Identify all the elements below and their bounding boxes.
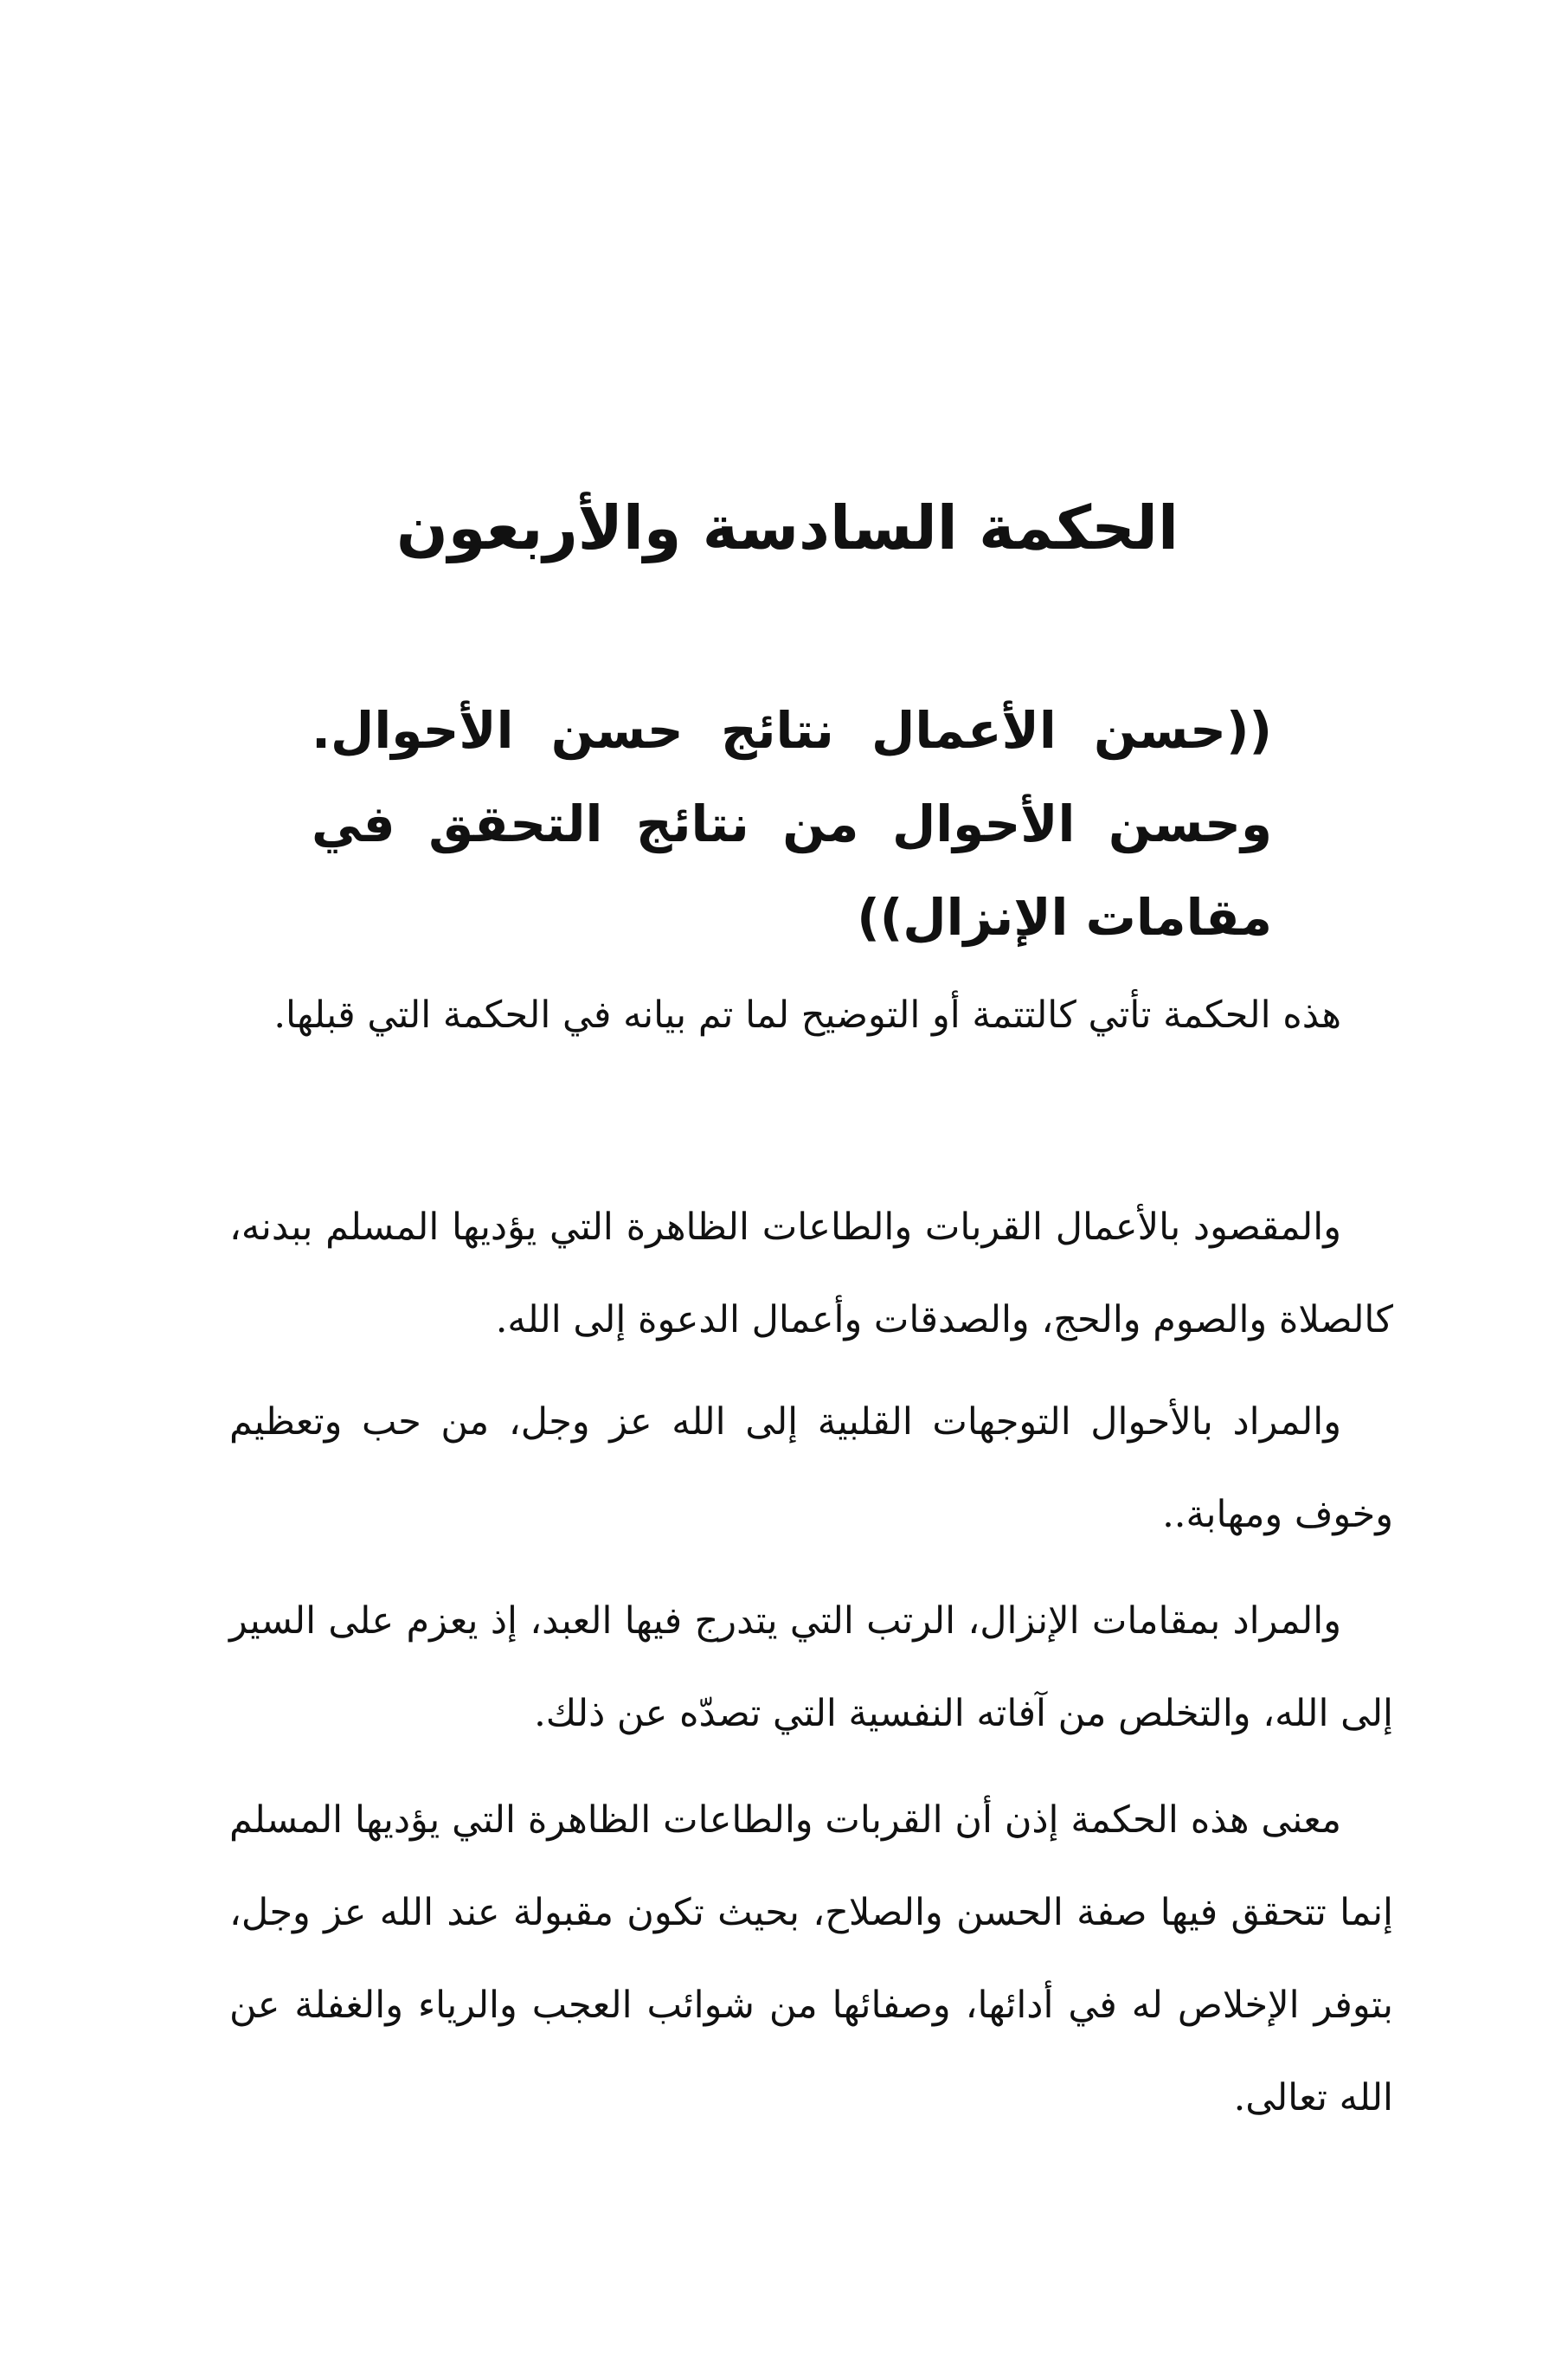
- chapter-title: الحكمة السادسة والأربعون: [396, 492, 1179, 563]
- paragraph-5: معنى هذه الحكمة إذن أن القربات والطاعات الظاهرة التي يؤديها المسلم إنما تتحقق فيها صفة الحسن والصلاح، بحيث تكون مقبولة عند الله عز وجل، بتوفر الإخلاص له في أدائها، وصفائها من شوائب العجب والرياء والغفلة عن الله تعالى.: [229, 1798, 1393, 2119]
- paragraph-2: والمقصود بالأعمال القربات والطاعات الظاهرة التي يؤديها المسلم ببدنه، كالصلاة والصوم والحج، والصدقات وأعمال الدعوة إلى الله.: [229, 1206, 1393, 1341]
- wisdom-quote: ((حسن الأعمال نتائج حسن الأحوال. وحسن الأحوال من نتائج التحقق في مقامات الإنزال)): [312, 701, 1272, 947]
- paragraph-3: والمراد بالأحوال التوجهات القلبية إلى الله عز وجل، من حب وتعظيم وخوف ومهابة..: [229, 1400, 1393, 1536]
- paragraph-1: هذه الحكمة تأتي كالتتمة أو التوضيح لما تم بيانه في الحكمة التي قبلها.: [273, 994, 1341, 1037]
- paragraph-4: والمراد بمقامات الإنزال، الرتب التي يتدرج فيها العبد، إذ يعزم على السير إلى الله، والتخلص من آفاته النفسية التي تصدّه عن ذلك.: [229, 1599, 1393, 1735]
